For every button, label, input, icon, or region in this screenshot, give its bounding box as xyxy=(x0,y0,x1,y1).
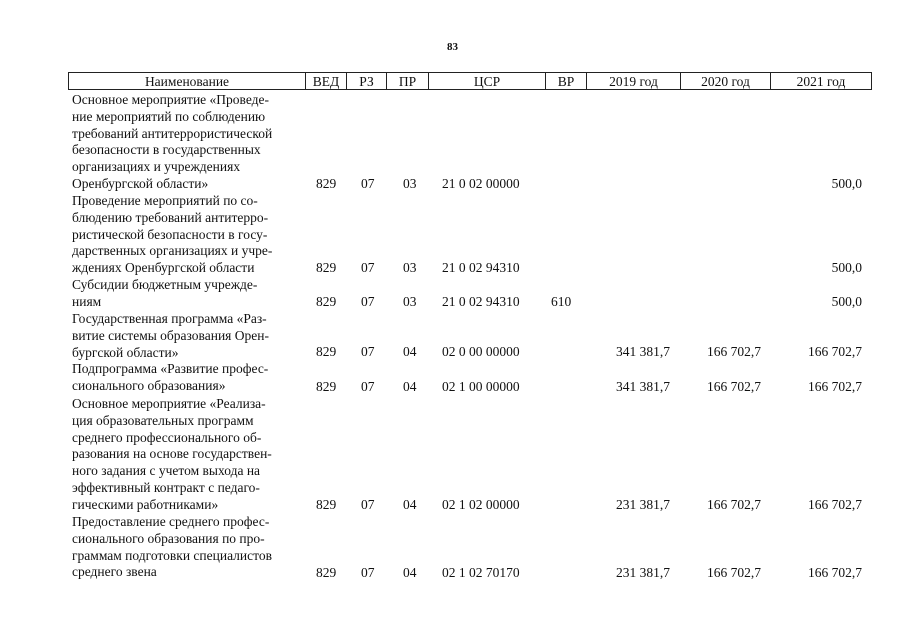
header-vr: ВР xyxy=(546,73,587,89)
row-csr: 21 0 02 94310 xyxy=(442,260,520,276)
row-pr: 03 xyxy=(403,176,417,192)
row-2019: 231 381,7 xyxy=(616,565,670,581)
row-2020: 166 702,7 xyxy=(707,497,761,513)
row-name-line: ждениях Оренбургской области xyxy=(72,260,255,276)
row-ved: 829 xyxy=(316,565,337,581)
row-name-line: гическими работниками» xyxy=(72,496,219,512)
row-csr: 02 0 00 00000 xyxy=(442,344,520,360)
row-pr: 03 xyxy=(403,260,417,276)
row-pr: 03 xyxy=(403,294,417,310)
row-name-line: граммам подготовки специалистов xyxy=(72,547,272,563)
table-row xyxy=(0,514,905,582)
row-name-line: ристической безопасности в госу- xyxy=(72,226,268,242)
row-rz: 07 xyxy=(361,497,375,513)
header-csr: ЦСР xyxy=(429,73,546,89)
row-name-line: дарственных организациях и учре- xyxy=(72,243,273,259)
row-csr: 02 1 02 70170 xyxy=(442,565,520,581)
row-2020: 166 702,7 xyxy=(707,565,761,581)
header-2019: 2019 год xyxy=(587,73,681,89)
row-pr: 04 xyxy=(403,565,417,581)
row-name-line: Основное мероприятие «Реализа- xyxy=(72,396,266,411)
table-row xyxy=(0,396,905,514)
row-pr: 04 xyxy=(403,497,417,513)
row-name-line: блюдению требований антитерро- xyxy=(72,209,269,225)
row-name-line: Подпрограмма «Развитие профес- xyxy=(72,361,269,376)
row-name-line: требований антитеррористической xyxy=(72,125,273,141)
header-name: Наименование xyxy=(69,73,306,89)
row-name-line: витие системы образования Орен- xyxy=(72,327,269,343)
row-name-line: бургской области» xyxy=(72,344,179,360)
row-ved: 829 xyxy=(316,260,337,276)
row-name xyxy=(72,396,307,514)
row-ved: 829 xyxy=(316,344,337,360)
row-name-line: эффективный контракт с педаго- xyxy=(72,479,260,495)
header-2020: 2020 год xyxy=(681,73,771,89)
row-name-line: ниям xyxy=(72,293,102,309)
header-rz: РЗ xyxy=(347,73,387,89)
row-ved: 829 xyxy=(316,294,337,310)
row-2021: 166 702,7 xyxy=(808,497,862,513)
row-2021: 500,0 xyxy=(831,260,862,276)
row-ved: 829 xyxy=(316,497,337,513)
table-row xyxy=(0,193,905,277)
row-rz: 07 xyxy=(361,294,375,310)
row-name-line: Государственная программа «Раз- xyxy=(72,311,267,326)
row-2021: 166 702,7 xyxy=(808,344,862,360)
row-name xyxy=(72,311,307,361)
row-name-line: Основное мероприятие «Проведе- xyxy=(72,92,269,107)
table-row xyxy=(0,92,905,193)
table-row xyxy=(0,277,905,311)
row-name-line: сионального образования по про- xyxy=(72,530,265,546)
row-name-line: Проведение мероприятий по со- xyxy=(72,193,258,208)
row-csr: 02 1 02 00000 xyxy=(442,497,520,513)
row-name-line: Предоставление среднего профес- xyxy=(72,514,270,529)
table-row xyxy=(0,311,905,361)
row-csr: 21 0 02 00000 xyxy=(442,176,520,192)
row-2019: 341 381,7 xyxy=(616,379,670,395)
header-ved: ВЕД xyxy=(306,73,347,89)
row-2019: 231 381,7 xyxy=(616,497,670,513)
row-name-line: сионального образования» xyxy=(72,377,226,393)
row-name-line: ного задания с учетом выхода на xyxy=(72,463,261,479)
row-pr: 04 xyxy=(403,344,417,360)
row-csr: 02 1 00 00000 xyxy=(442,379,520,395)
row-ved: 829 xyxy=(316,176,337,192)
row-2019: 341 381,7 xyxy=(616,344,670,360)
row-name xyxy=(72,514,307,581)
row-rz: 07 xyxy=(361,260,375,276)
row-rz: 07 xyxy=(361,565,375,581)
row-name-line: среднего профессионального об- xyxy=(72,429,262,445)
header-2021: 2021 год xyxy=(796,74,846,89)
row-2021: 500,0 xyxy=(831,294,862,310)
row-2021: 500,0 xyxy=(831,176,862,192)
row-ved: 829 xyxy=(316,379,337,395)
table-header xyxy=(68,72,872,90)
row-name xyxy=(72,361,307,395)
row-name-line: ция образовательных программ xyxy=(72,412,254,428)
row-pr: 04 xyxy=(403,379,417,395)
row-name-line: среднего звена xyxy=(72,564,157,580)
row-vr: 610 xyxy=(551,294,572,310)
row-name xyxy=(72,193,307,277)
row-rz: 07 xyxy=(361,379,375,395)
row-name-line: Субсидии бюджетным учрежде- xyxy=(72,277,258,292)
header-pr: ПР xyxy=(387,73,429,89)
row-name-line: организациях и учреждениях xyxy=(72,159,241,175)
row-name xyxy=(72,277,307,311)
row-name-line: ние мероприятий по соблюдению xyxy=(72,108,266,124)
row-name-line: Оренбургской области» xyxy=(72,175,209,191)
row-name-line: безопасности в государственных xyxy=(72,142,261,158)
row-name xyxy=(72,92,307,193)
table-row xyxy=(0,361,905,396)
row-name-line: разования на основе государствен- xyxy=(72,446,272,462)
row-rz: 07 xyxy=(361,344,375,360)
row-rz: 07 xyxy=(361,176,375,192)
row-2020: 166 702,7 xyxy=(707,344,761,360)
row-2021: 166 702,7 xyxy=(808,565,862,581)
page-number: 83 xyxy=(447,41,458,53)
row-csr: 21 0 02 94310 xyxy=(442,294,520,310)
row-2020: 166 702,7 xyxy=(707,379,761,395)
row-2021: 166 702,7 xyxy=(808,379,862,395)
